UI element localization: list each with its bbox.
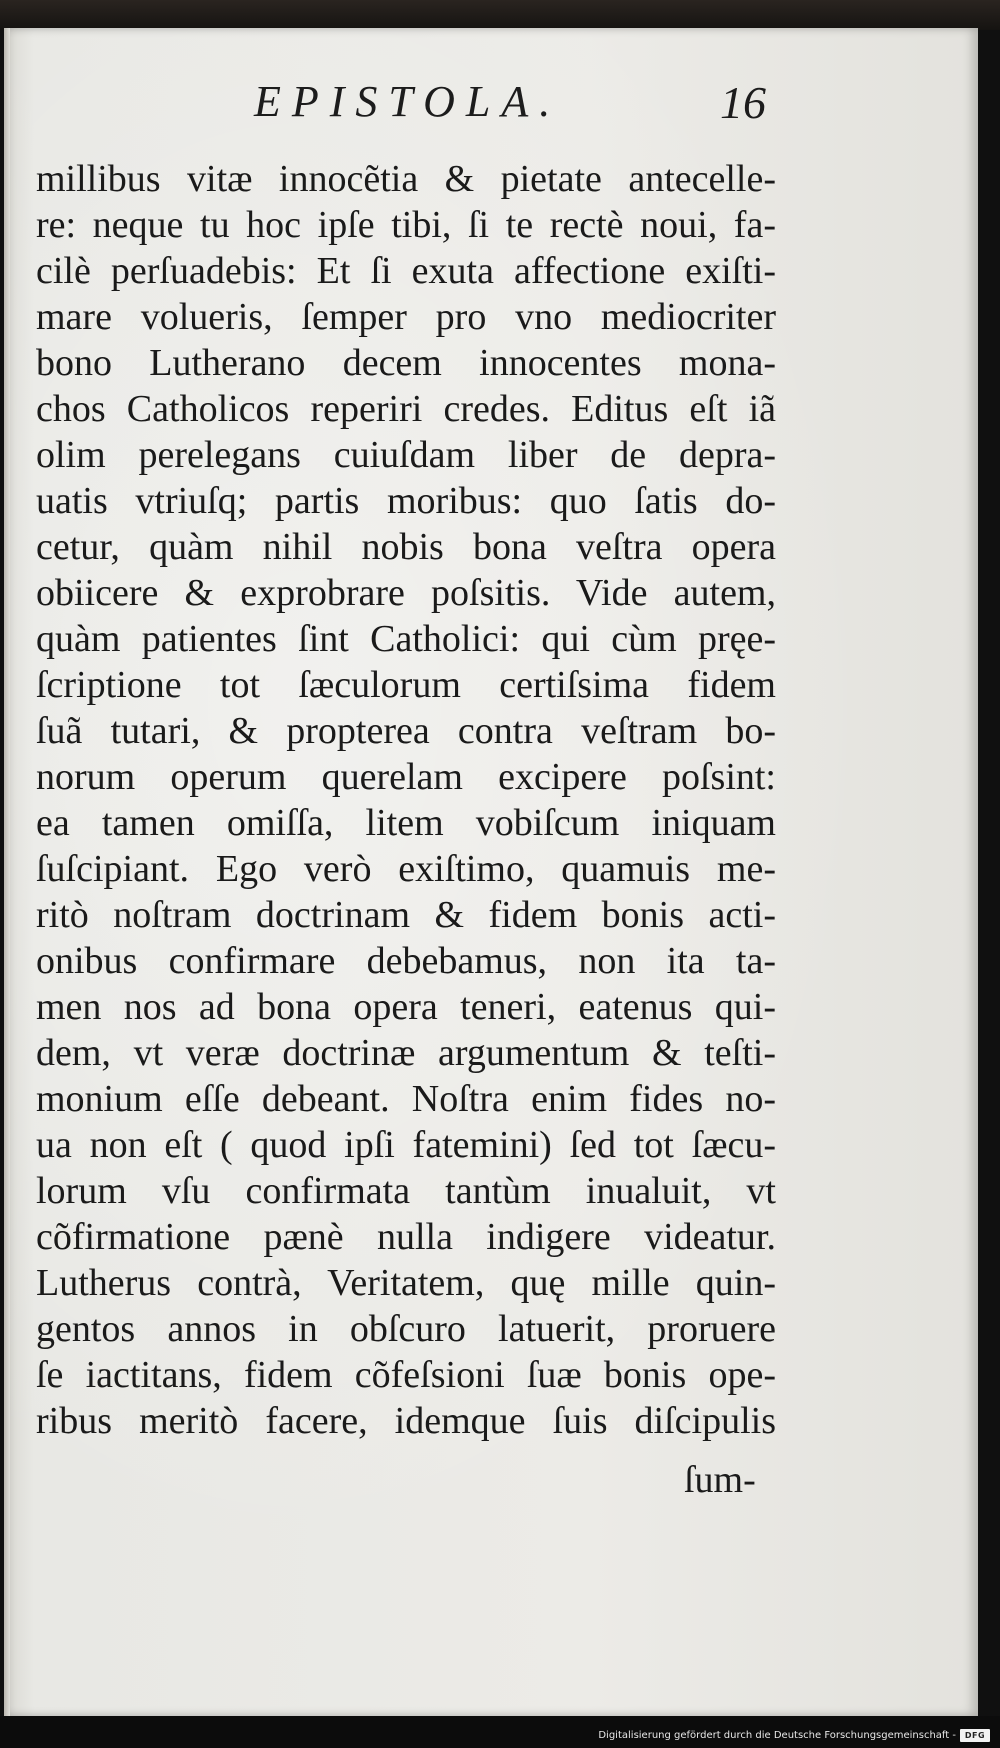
- text-line: Lutherus contrà, Veritatem, quę mille quin-: [36, 1262, 776, 1304]
- text-line: cilè perſuadebis: Et ſi exuta affectione exiſti-: [36, 250, 776, 292]
- text-line: ſcriptione tot ſæculorum certiſsima fidem: [36, 664, 776, 706]
- text-line: cetur, quàm nihil nobis bona veſtra opera: [36, 526, 776, 568]
- text-line: ritò noſtram doctrinam & fidem bonis acti-: [36, 894, 776, 936]
- text-line: ſuã tutari, & propterea contra veſtram bo-: [36, 710, 776, 752]
- text-line: olim perelegans cuiuſdam liber de depra-: [36, 434, 776, 476]
- scan-top-edge: [0, 0, 1000, 30]
- text-line: ſe iactitans, fidem cõfeſsioni ſuæ bonis ope-: [36, 1354, 776, 1396]
- text-line: ſuſcipiant. Ego verò exiſtimo, quamuis me-: [36, 848, 776, 890]
- book-page: [4, 28, 978, 1716]
- text-line: millibus vitæ innocẽtia & pietate antecelle-: [36, 158, 776, 200]
- text-line: quàm patientes ſint Catholici: qui cùm pręe-: [36, 618, 776, 660]
- dfg-logo: DFG: [960, 1729, 990, 1742]
- text-line: re: neque tu hoc ipſe tibi, ſi te rectè noui, fa-: [36, 204, 776, 246]
- text-line: men nos ad bona opera teneri, eatenus qui-: [36, 986, 776, 1028]
- text-line: chos Catholicos reperiri credes. Editus eſt iã: [36, 388, 776, 430]
- text-line: lorum vſu confirmata tantùm inualuit, vt: [36, 1170, 776, 1212]
- digitization-credit: Digitalisierung gefördert durch die Deutsche Forschungsgemeinschaft -: [598, 1730, 956, 1741]
- text-line: ea tamen omiſſa, litem vobiſcum iniquam: [36, 802, 776, 844]
- page-gutter-edge: [4, 28, 10, 1716]
- catchword: ſum-: [684, 1459, 756, 1501]
- text-line: cõfirmatione pænè nulla indigere videatur.: [36, 1216, 776, 1258]
- page-number: 16: [720, 77, 766, 128]
- text-line: gentos annos in obſcuro latuerit, proruere: [36, 1308, 776, 1350]
- text-line: ua non eſt ( quod ipſi fatemini) ſed tot ſæcu-: [36, 1124, 776, 1166]
- body-text: [36, 156, 776, 1444]
- text-line: onibus confirmare debebamus, non ita ta-: [36, 940, 776, 982]
- running-head-title: EPISTOLA.: [254, 77, 562, 126]
- text-line: dem, vt veræ doctrinæ argumentum & teſti-: [36, 1032, 776, 1074]
- text-line: monium eſſe debeant. Noſtra enim fides no-: [36, 1078, 776, 1120]
- text-line: uatis vtriuſq; partis moribus: quo ſatis do-: [36, 480, 776, 522]
- running-head: [4, 76, 978, 136]
- text-line: norum operum querelam excipere poſsint:: [36, 756, 776, 798]
- text-line: ribus meritò facere, idemque ſuis diſcipulis: [36, 1400, 776, 1442]
- text-line: bono Lutherano decem innocentes mona-: [36, 342, 776, 384]
- text-line: obiicere & exprobrare poſsitis. Vide autem,: [36, 572, 776, 614]
- text-line: mare volueris, ſemper pro vno mediocriter: [36, 296, 776, 338]
